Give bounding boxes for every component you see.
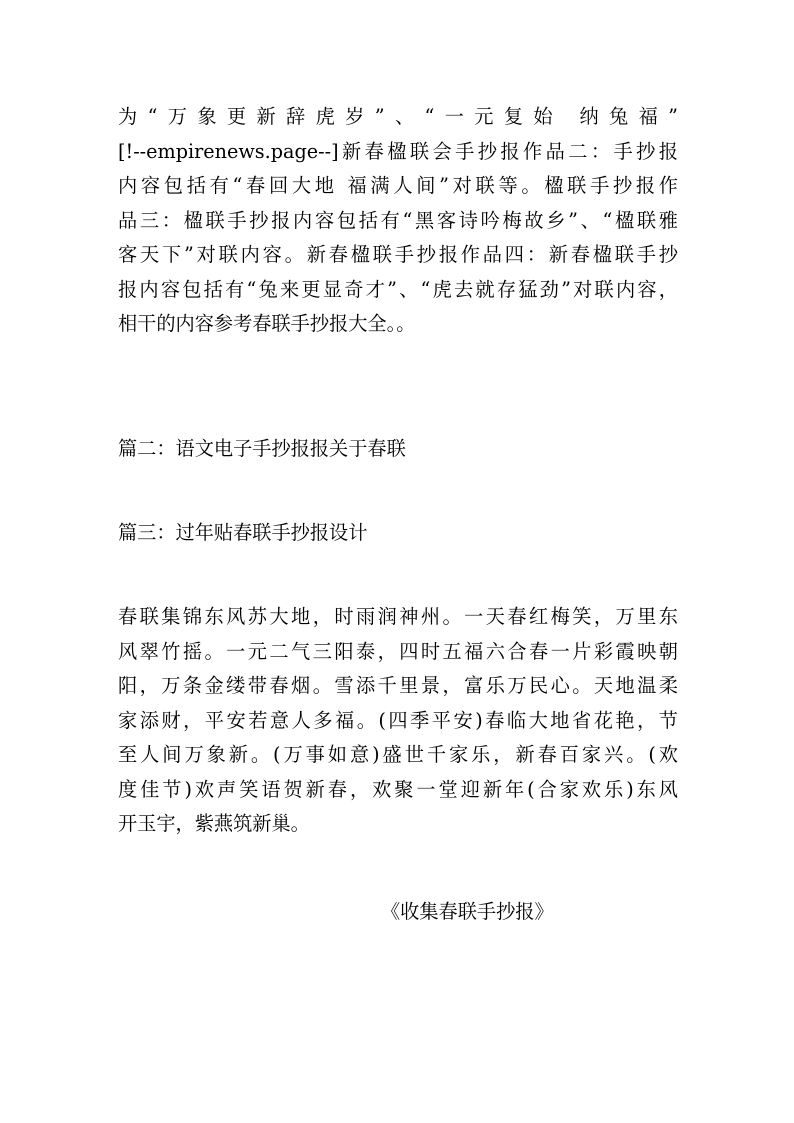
heading-text: 篇二：语文电子手抄报报关于春联 bbox=[118, 437, 406, 460]
text-line: 内容包括有“春回大地 福满人间”对联等。楹联手抄报作 bbox=[118, 174, 678, 197]
section-heading-part-two bbox=[118, 432, 678, 467]
text-line: 至人间万象新。(万事如意)盛世千家乐，新春百家兴。(欢 bbox=[118, 743, 678, 766]
text-line: 客天下”对联内容。新春楹联手抄报作品四：新春楹联手抄 bbox=[118, 243, 678, 266]
text-line: 报内容包括有“兔来更显奇才”、“虎去就存猛劲”对联内容， bbox=[118, 277, 678, 301]
text-line: 为“万象更新辞虎岁”、“一元复始 纳兔福” bbox=[118, 105, 678, 128]
text-line: [!--empirenews.page--]新春楹联会手抄报作品二：手抄报 bbox=[118, 139, 678, 163]
section-heading-part-three bbox=[118, 516, 678, 551]
source-citation: 《收集春联手抄报》 bbox=[381, 900, 554, 923]
heading-text: 篇三：过年贴春联手抄报设计 bbox=[118, 521, 368, 544]
text-line: 相干的内容参考春联手抄报大全。。 bbox=[118, 312, 416, 335]
text-line: 阳，万条金缕带春烟。雪添千里景，富乐万民心。天地温柔 bbox=[118, 674, 678, 697]
text-line: 度佳节)欢声笑语贺新春，欢聚一堂迎新年(合家欢乐)东风 bbox=[118, 777, 678, 801]
text-line: 开玉宇，紫燕筑新巢。 bbox=[118, 812, 310, 835]
text-line: 春联集锦东风苏大地，时雨润神州。一天春红梅笑，万里东 bbox=[118, 605, 678, 628]
text-line: 风翠竹摇。一元二气三阳泰，四时五福六合春一片彩霞映朝 bbox=[118, 639, 678, 663]
text-line: 家添财，平安若意人多福。(四季平安)春临大地省花艳，节 bbox=[118, 708, 678, 732]
paragraph-couplet-collection bbox=[118, 600, 678, 842]
paragraph-couplet-works bbox=[118, 100, 678, 342]
text-line: 品三：楹联手抄报内容包括有“黑客诗吟梅故乡”、“楹联雅 bbox=[118, 208, 678, 232]
